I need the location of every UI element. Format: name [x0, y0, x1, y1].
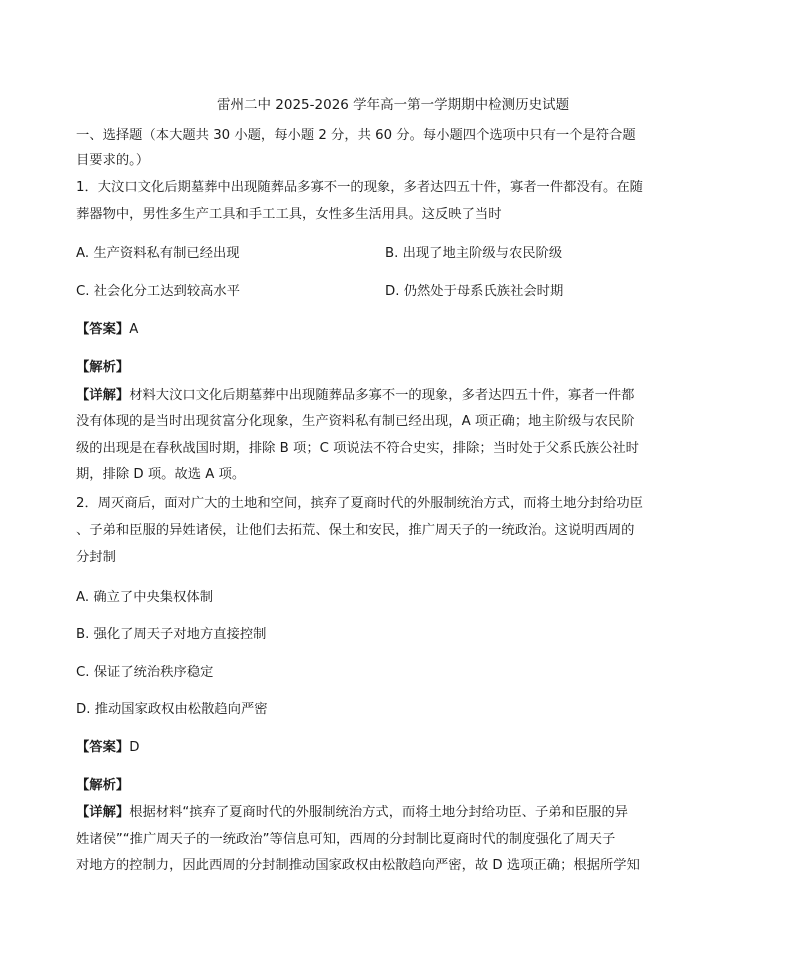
question-1-detail-continued: 没有体现的是当时出现贫富分化现象，生产资料私有制已经出现，A 项正确；地主阶级与农民阶 — [76, 414, 635, 429]
question-2-option-c: C. 保证了统治秩序稳定 — [76, 665, 214, 680]
question-2-answer — [76, 738, 139, 758]
question-1-option-c: C. 社会化分工达到较高水平 — [76, 284, 241, 299]
question-1-option-a: A. 生产资料私有制已经出现 — [76, 246, 240, 261]
answer-value: A — [129, 322, 139, 337]
detail-label: 【详解】 — [76, 388, 130, 403]
question-2-stem-continued: 、子弟和臣服的异姓诸侯，让他们去拓荒、保土和安民，推广周天子的一统政治。这说明西周的 — [76, 523, 635, 538]
detail-label: 【详解】 — [76, 805, 130, 820]
question-1-detail-continued: 期，排除 D 项。故选 A 项。 — [76, 467, 246, 482]
answer-value: D — [129, 740, 140, 755]
question-2-option-a: A. 确立了中央集权体制 — [76, 590, 213, 605]
question-1-detail — [76, 386, 634, 406]
question-2-option-d: D. 推动国家政权由松散趋向严密 — [76, 702, 268, 717]
question-2-analysis-label: 【解析】 — [76, 778, 130, 793]
question-2-detail-continued: 对地方的控制力，因此西周的分封制推动国家政权由松散趋向严密，故 D 选项正确；根据所学知 — [76, 858, 640, 873]
question-2-detail-continued: 姓诸侯”“推广周天子的一统政治”等信息可知，西周的分封制比夏商时代的制度强化了周天子 — [76, 832, 616, 847]
question-1-analysis-label: 【解析】 — [76, 360, 130, 375]
page-title: 雷州二中 2025-2026 学年高一第一学期期中检测历史试题 — [217, 97, 570, 113]
question-1-answer — [76, 320, 138, 340]
detail-text: 根据材料“摈弃了夏商时代的外服制统治方式，而将土地分封给功臣、子弟和臣服的异 — [129, 805, 629, 820]
question-2-stem-continued: 分封制 — [76, 550, 116, 565]
section-header-continued: 目要求的。） — [76, 153, 150, 168]
detail-text: 材料大汶口文化后期墓葬中出现随葬品多寡不一的现象，多者达四五十件，寡者一件都 — [129, 388, 635, 403]
question-2-stem: 2．周灭商后，面对广大的土地和空间，摈弃了夏商时代的外服制统治方式，而将土地分封给功臣 — [76, 496, 643, 511]
question-1-stem: 1．大汶口文化后期墓葬中出现随葬品多寡不一的现象，多者达四五十件，寡者一件都没有。在随 — [76, 180, 643, 195]
section-header: 一、选择题（本大题共 30 小题，每小题 2 分，共 60 分。每小题四个选项中只有一个是符合题 — [76, 128, 636, 143]
answer-label: 【答案】 — [76, 322, 130, 337]
question-1-option-d: D. 仍然处于母系氏族社会时期 — [385, 284, 564, 299]
question-1-stem-continued: 葬器物中，男性多生产工具和手工工具，女性多生活用具。这反映了当时 — [76, 207, 502, 222]
question-1-option-b: B. 出现了地主阶级与农民阶级 — [385, 246, 563, 261]
question-2-detail — [76, 803, 628, 823]
question-2-option-b: B. 强化了周天子对地方直接控制 — [76, 627, 267, 642]
question-1-detail-continued: 级的出现是在春秋战国时期，排除 B 项；C 项说法不符合史实，排除；当时处于父系氏族公社时 — [76, 441, 639, 456]
answer-label: 【答案】 — [76, 740, 130, 755]
